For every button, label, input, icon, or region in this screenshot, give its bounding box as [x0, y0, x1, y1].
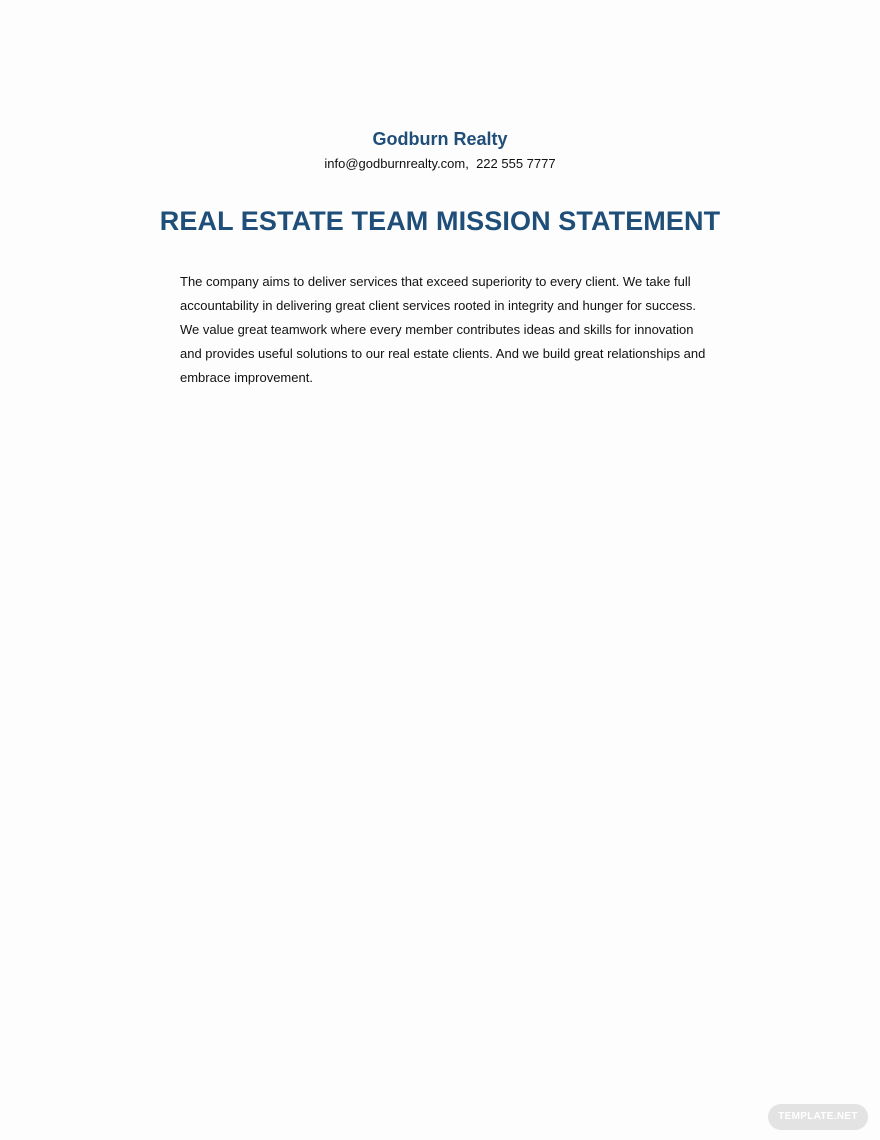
company-name: Godburn Realty: [372, 129, 508, 149]
template-net-watermark: TEMPLATE.NET: [768, 1104, 868, 1130]
mission-statement-paragraph: The company aims to deliver services that exceed superiority to every client. We take full accountability in delivering great client services rooted in integrity and hunger for success. We value great teamwork where every member contributes ideas and skills for innovation and provides useful solutions to our real estate clients. And we build great relationships and embrace improvement.: [180, 274, 706, 385]
document-title: REAL ESTATE TEAM MISSION STATEMENT: [159, 206, 721, 236]
contact-info: info@godburnrealty.com, 222 555 7777: [324, 156, 556, 171]
